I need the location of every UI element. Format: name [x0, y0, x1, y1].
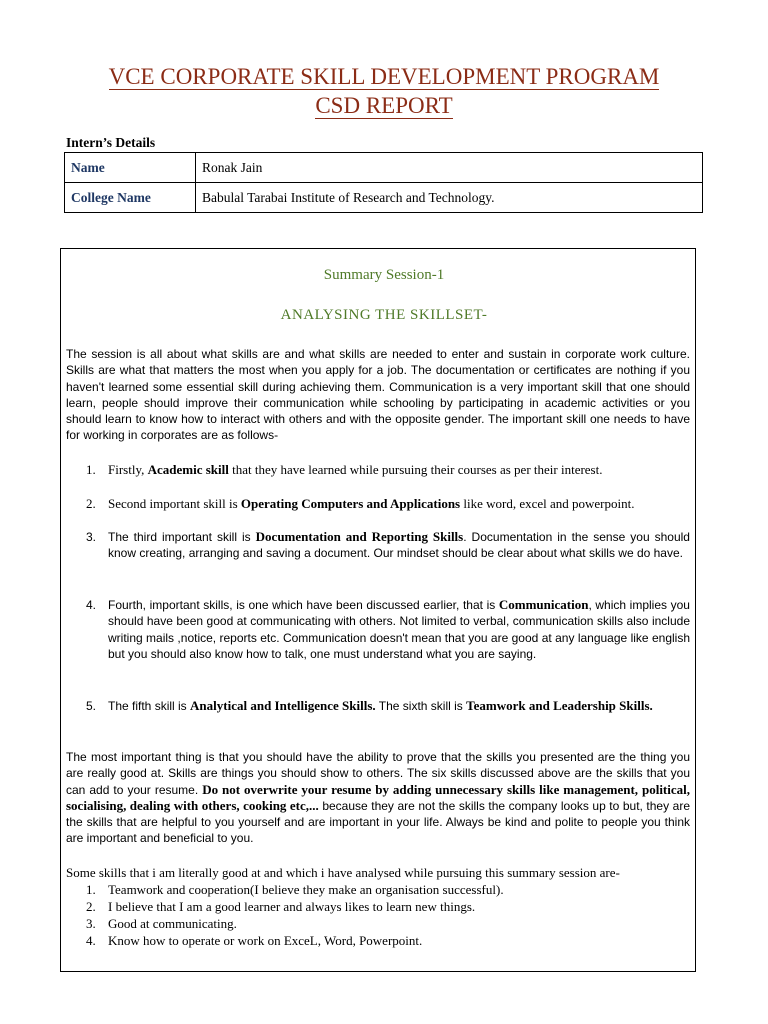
list-item: [86, 916, 690, 933]
report-title-line1: VCE CORPORATE SKILL DEVELOPMENT PROGRAM: [108, 64, 660, 89]
list-text-post: , which implies you should have been good at communicating with others. Not limited to verbal, communication skills also include writing mails ,notice, reports etc. Communication doesn't mean that you are good at any language like english but you should also know how to talk, one must understand what you are saying.: [108, 598, 690, 661]
personal-skills-intro: Some skills that i am literally good at and which i have analysed while pursuing this summary session are-: [66, 865, 620, 880]
list-number: 1.: [86, 882, 96, 897]
list-item-text: I believe that I am a good learner and always likes to learn new things.: [108, 899, 476, 914]
closing-text-post: because they are not the skills the company looks up to but, they are the skills that are helpful to you yourself and are important in your life. Always be kind and polite to people you think are important and beneficial to you.: [66, 798, 691, 846]
list-number: 4.: [86, 598, 97, 612]
list-text-bold: Academic skill: [147, 462, 229, 477]
list-text-bold: Analytical and Intelligence Skills.: [190, 698, 376, 713]
list-text-post: The sixth skill is: [375, 699, 467, 713]
list-item: [86, 882, 690, 899]
list-number: 5.: [86, 699, 97, 713]
list-item: [86, 496, 690, 512]
list-item-text: [108, 496, 690, 512]
report-title-line2: CSD REPORT: [315, 93, 453, 118]
list-text-pre: Second important skill is: [108, 496, 241, 511]
list-item: [86, 529, 690, 562]
list-text-pre: The third important skill is: [108, 530, 256, 544]
list-item-text: Teamwork and cooperation(I believe they make an organisation successful).: [108, 882, 504, 897]
list-item: [86, 933, 690, 950]
list-item: [86, 698, 690, 714]
summary-session-title: Summary Session-1: [323, 267, 445, 283]
list-number: 3.: [86, 530, 97, 544]
list-number: 2.: [86, 899, 96, 914]
list-text-pre: Fourth, important skills, is one which have been discussed earlier, that is: [108, 598, 499, 612]
table-row: [65, 153, 703, 183]
closing-text-bold: Do not overwrite your resume by adding unnecessary skills like management, political, socialising, dealing with others, cooking etc,...: [66, 781, 691, 813]
list-text-post: . Documentation in the sense you should know creating, arranging and saving a document. Our mindset should be clear about what skills we do have.: [108, 530, 690, 561]
list-item-text: [108, 529, 690, 562]
list-text-bold: Communication: [498, 597, 589, 612]
table-row: [65, 183, 703, 213]
section-title: ANALYSING THE SKILLSET-: [280, 307, 488, 323]
list-item: [86, 597, 690, 662]
intro-paragraph: The session is all about what skills are and what skills are needed to enter and sustain in corporate work culture. Skills are what that matters the most when you apply for a job. The documentation or certificates are nothing if you haven't learned some essential skill during achieving them. Communication is a very important skill that one should learn, people should improve their communication while schooling by participating in academic activities or you should learn to know how to interact with others and with the opposite gender. The important skill one needs to have for working in corporates are as follows-: [66, 347, 690, 443]
interns-details-heading: Intern’s Details: [66, 135, 156, 150]
list-number: 2.: [86, 496, 96, 511]
list-text-bold-2: Teamwork and Leadership Skills.: [466, 698, 653, 713]
list-text-pre: Firstly,: [108, 462, 148, 477]
list-item-text: [108, 698, 690, 714]
college-name-label: College Name: [65, 183, 196, 213]
list-item-text: [108, 462, 690, 478]
list-text-bold: Operating Computers and Applications: [240, 496, 461, 511]
list-item: [86, 462, 690, 478]
list-text-pre: The fifth skill is: [108, 699, 191, 713]
list-text-post: that they have learned while pursuing their courses as per their interest.: [228, 462, 603, 477]
closing-paragraph: [66, 749, 690, 847]
list-item-text: Good at communicating.: [108, 916, 237, 931]
closing-text-pre: The most important thing is that you should have the ability to prove that the skills you presented are the thing you are really good at. Skills are things you should show to others. The six skills discussed above are the skills that you can add to your resume.: [66, 750, 690, 797]
list-text-bold: Documentation and Reporting Skills: [255, 529, 464, 544]
name-value: Ronak Jain: [196, 153, 703, 183]
list-item: [86, 899, 690, 916]
name-label: Name: [65, 153, 196, 183]
list-number: 4.: [86, 933, 96, 948]
intern-details-table: [64, 152, 703, 213]
list-text-post: like word, excel and powerpoint.: [460, 496, 635, 511]
list-item-text: Know how to operate or work on ExceL, Word, Powerpoint.: [108, 933, 423, 948]
list-number: 1.: [86, 462, 96, 477]
list-number: 3.: [86, 916, 96, 931]
list-item-text: [108, 597, 690, 662]
college-name-value: Babulal Tarabai Institute of Research and Technology.: [196, 183, 703, 213]
report-title: [0, 62, 768, 120]
